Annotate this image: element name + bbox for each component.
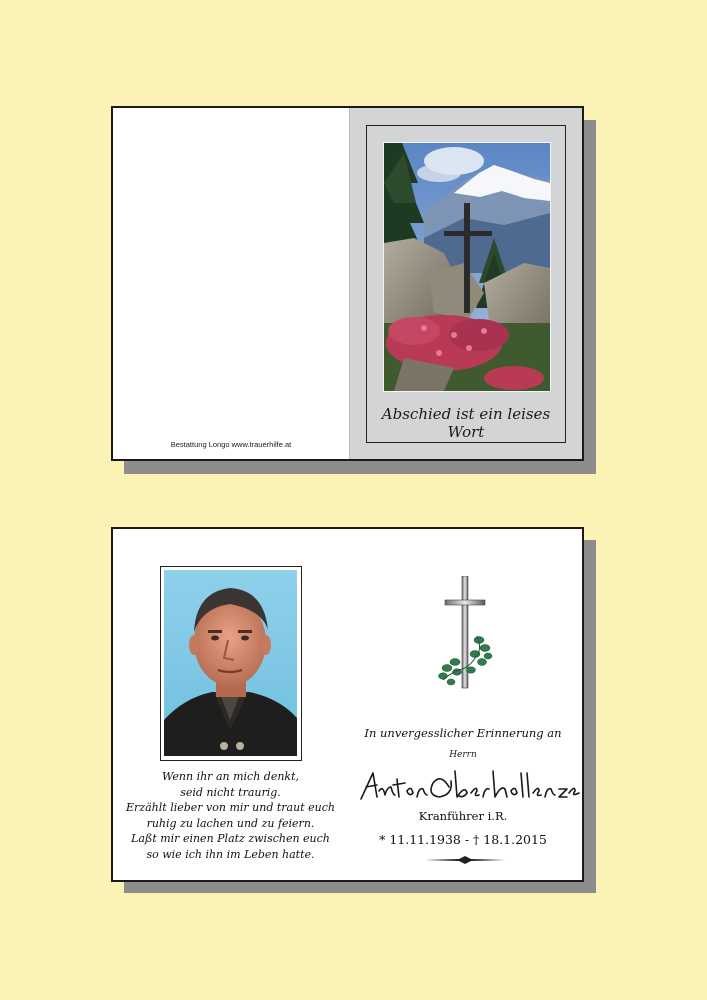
- poem-line: so wie ich ihn im Leben hatte.: [146, 847, 315, 861]
- occupation: Kranführer i.R.: [418, 809, 508, 823]
- name-signature-icon: [353, 765, 581, 807]
- front-card-back-panel: [113, 108, 349, 459]
- poem-line: seid nicht traurig.: [180, 785, 281, 799]
- portrait-frame: [160, 566, 302, 761]
- publisher-text: Bestattung Longo www.trauerhilfe.at: [170, 440, 292, 449]
- poem-line: Wenn ihr an mich denkt,: [162, 770, 299, 783]
- front-card: [111, 106, 584, 461]
- deceased-portrait-icon: [164, 570, 297, 756]
- cover-frame: [366, 125, 566, 443]
- poem-block: [113, 769, 348, 862]
- farewell-caption: Abschied ist ein leises Wort: [381, 405, 551, 441]
- life-dates: * 11.11.1938 - † 18.1.2015: [379, 832, 547, 847]
- poem-line: ruhig zu lachen und zu feiern.: [146, 816, 315, 830]
- cross-with-ivy-icon: [435, 576, 497, 696]
- inside-card: [111, 527, 584, 882]
- memory-line: In unvergesslicher Erinnerung an: [364, 726, 562, 740]
- ornament-divider: [425, 856, 505, 864]
- poem-line: Laßt mir einen Platz zwischen euch: [131, 832, 330, 845]
- mountain-cross-landscape-icon: [383, 142, 551, 392]
- salutation: Herrn: [449, 750, 477, 760]
- front-card-cover-panel: [349, 108, 582, 459]
- poem-line: Erzählt lieber von mir und traut euch: [126, 801, 335, 814]
